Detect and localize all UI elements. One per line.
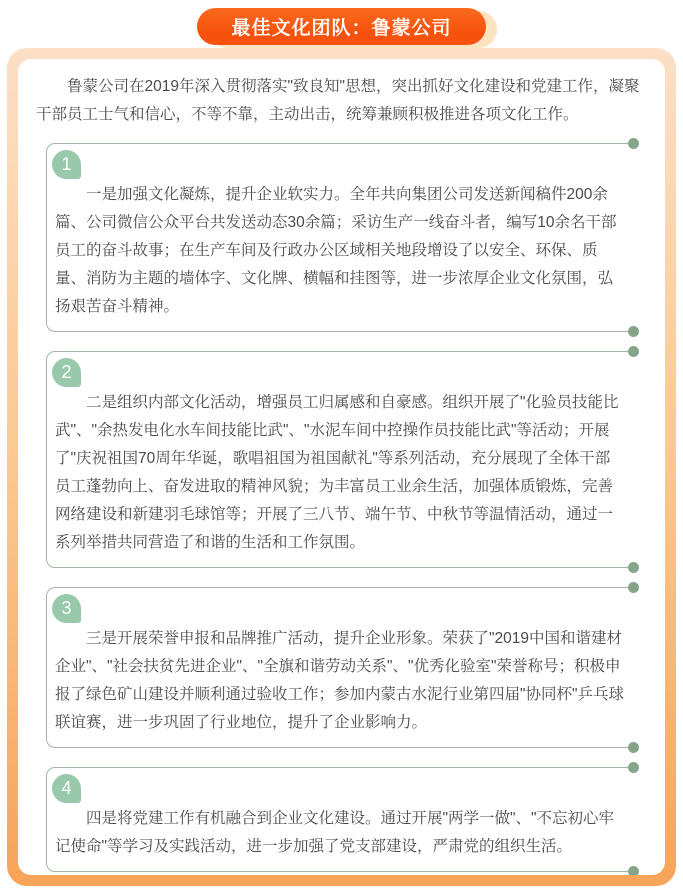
title-badge [0,8,683,46]
connector-dot [628,326,639,337]
section-number-badge: 4 [52,774,81,803]
section-paragraph: 一是加强文化凝炼，提升企业软实力。全年共向集团公司发送新闻稿件200余篇、公司微信公众平台共发送动态30余篇；采访生产一线奋斗者，编写10余名干部员工的奋斗故事；在生产车间及行政办公区域相关地段增设了以安全、环保、质量、消防为主题的墙体字、文化牌、横幅和挂图等，进一步浓厚企业文化氛围，弘扬艰苦奋斗精神。 [55,186,617,315]
intro-paragraph: 鲁蒙公司在2019年深入贯彻落实"致良知"思想，突出抓好文化建设和党建工作，凝聚干部员工士气和信心，不等不靠，主动出击，统筹兼顾积极推进各项文化工作。 [36,78,640,123]
content-area [18,59,665,875]
section-number-badge: 2 [52,358,81,387]
section-card-1 [46,143,635,332]
section-number-badge: 3 [52,594,81,623]
section-paragraph: 四是将党建工作有机融合到企业文化建设。通过开展"两学一做"、"不忘初心牢记使命"等学习及实践活动，进一步加强了党支部建设，严肃党的组织生活。 [55,810,615,855]
connector-dot [628,762,639,773]
connector-dot [628,562,639,573]
connector-dot [628,138,639,149]
page-title: 最佳文化团队：鲁蒙公司 [231,18,452,39]
connector-dot [628,866,639,875]
content-frame [7,48,676,886]
connector-dot [628,582,639,593]
section-number-badge: 1 [52,150,81,179]
connector-dot [628,346,639,357]
section-card-2 [46,351,635,568]
title-badge-pill [197,8,485,45]
connector-dot [628,742,639,753]
section-card-3 [46,587,635,748]
section-card-4 [46,767,635,872]
section-paragraph: 三是开展荣誉申报和品牌推广活动，提升企业形象。荣获了"2019中国和谐建材企业"、"社会扶贫先进企业"、"全旗和谐劳动关系"、"优秀化验室"荣誉称号；积极申报了绿色矿山建设并顺利通过验收工作；参加内蒙古水泥行业第四届"协同杯"乒乓球联谊赛，进一步巩固了行业地位，提升了企业影响力。 [55,630,625,731]
section-paragraph: 二是组织内部文化活动，增强员工归属感和自豪感。组织开展了"化验员技能比武"、"余热发电化水车间技能比武"、"水泥车间中控操作员技能比武"等活动；开展了"庆祝祖国70周年华诞，歌唱祖国为祖国献礼"等系列活动，充分展现了全体干部员工蓬勃向上、奋发进取的精神风貌；为丰富员工业余生活，加强体质锻炼，完善网络建设和新建羽毛球馆等；开展了三八节、端午节、中秋节等温情活动，通过一系列举措共同营造了和谐的生活和工作氛围。 [55,394,619,551]
